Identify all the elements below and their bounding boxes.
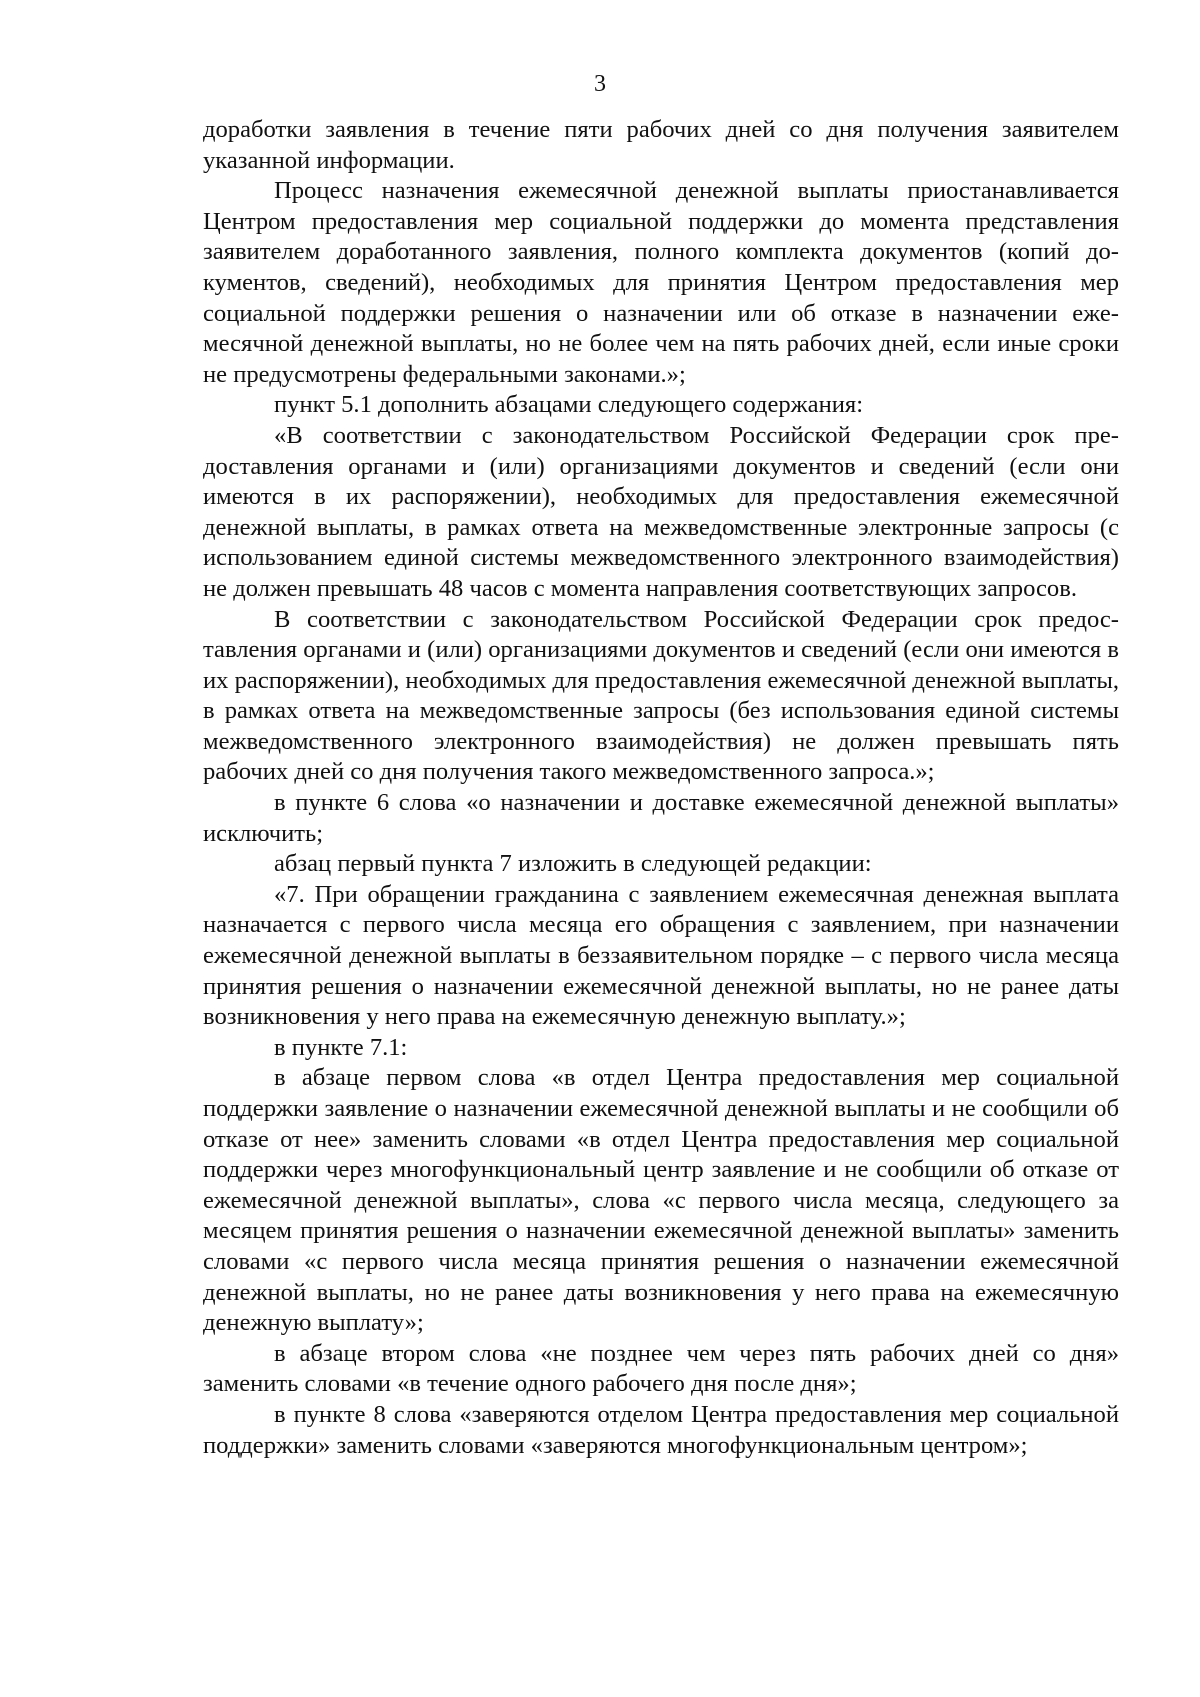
paragraph-4: «В соответствии с законодательством Российской Федерации срок предоставления органами и (или) организациями документов и сведений (если они имеются в их распоряжении), необходимых для предоставления ежемесячной денежной выплаты, в рамках ответа на межведомственные электронные запросы (с использованием единой системы межведомственного электронного взаимодействия) не должен превышать 48 часов с момента направления соответствующих запросов. [203, 421, 1119, 602]
paragraph-7: абзац первый пункта 7 изложить в следующей редакции: [274, 850, 872, 878]
paragraph-8: «7. При обращении гражданина с заявлением ежемесячная денежная выплата назначается с первого числа месяца его обращения с заявлением, при назначении ежемесячной денежной выплаты в беззаявительном порядке – с первого числа месяца принятия решения о назначении ежемесячной денежной выплаты, но не ранее даты возникновения у него права на ежемесячную денежную выплату.»; [203, 880, 1119, 1031]
paragraph-3: пункт 5.1 дополнить абзацами следующего содержания: [274, 391, 864, 419]
paragraph-9: в пункте 7.1: [274, 1033, 408, 1061]
page-number: 3 [594, 71, 606, 97]
document-body [203, 115, 1119, 1461]
paragraph-6: в пункте 6 слова «о назначении и доставке ежемесячной денежной выплаты» исключить; [203, 789, 1119, 847]
paragraph-11: в абзаце втором слова «не позднее чем через пять рабочих дней со дня» заменить словами «в течение одного рабочего дня после дня»; [203, 1339, 1119, 1398]
paragraph-10: в абзаце первом слова «в отдел Центра предоставления мер социальной поддержки заявление о назначении ежемесячной денежной выплаты и не сообщили об отказе от нее» заменить словами «в отдел Центра предоставления мер социальной поддержки через многофункциональный центр заявление и не сообщили об отказе от ежемесячной денежной выплаты», слова «с первого числа месяца, следующего за месяцем принятия решения о назначении ежемесячной денежной выплаты» заменить словами «с первого числа месяца принятия решения о назначении ежемесячной денежной выплаты, но не ранее даты возникновения у него права на ежемесячную денежную выплату»; [203, 1064, 1119, 1337]
paragraph-5: В соответствии с законодательством Российской Федерации срок предоставления органами и (или) организациями документов и сведений (если они имеются в их распоряжении), необходимых для предоставления ежемесячной денежной выплаты, в рамках ответа на межведомственные запросы (без использования единой системы межведомственного электронного взаимодействия) не должен превышать пять рабочих дней со дня получения такого межведомственного запроса.»; [203, 605, 1119, 786]
paragraph-12: в пункте 8 слова «заверяются отделом Центра предоставления мер социальной поддержки» заменить словами «заверяются многофункциональным центром»; [203, 1400, 1119, 1459]
paragraph-1: доработки заявления в течение пяти рабочих дней со дня получения заявителем указанной информации. [203, 116, 1119, 174]
paragraph-2: Процесс назначения ежемесячной денежной выплаты приостанавливается Центром предоставления мер социальной поддержки до момента представления заявителем доработанного заявления, полного комплекта документов (копий документов, сведений), необходимых для принятия Центром предоставления мер социальной поддержки решения о назначении или об отказе в назначении ежемесячной денежной выплаты, но не более чем на пять рабочих дней, если иные сроки не предусмотрены федеральными законами.»; [203, 177, 1119, 388]
